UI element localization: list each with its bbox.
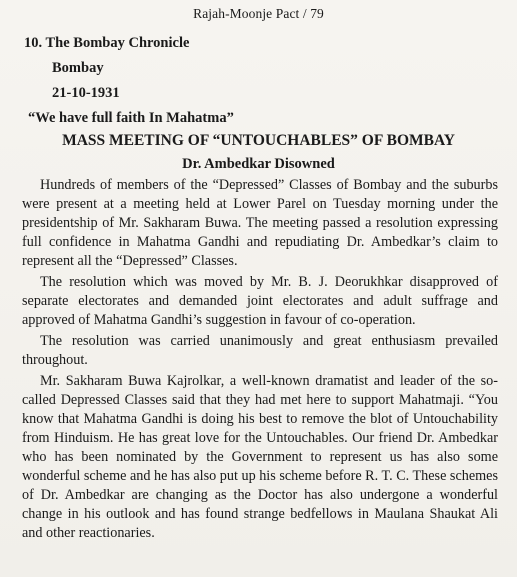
paragraph-2: The resolution which was moved by Mr. B. J. Deorukhkar disapproved of separate electorates and demanded joint electorates and adult suffrage and approved of Mahatma Gandhi’s suggestion in favour of co-operation. xyxy=(22,274,498,328)
entry-title: 10. The Bombay Chronicle xyxy=(24,35,190,51)
quote-heading: “We have full faith In Mahatma” xyxy=(28,110,234,126)
subheadline: Dr. Ambedkar Disowned xyxy=(182,156,335,172)
running-head: Rajah-Moonje Pact / 79 xyxy=(193,6,324,21)
paragraph-3: The resolution was carried unanimously and great enthusiasm prevailed throughout. xyxy=(22,333,498,368)
paragraph-1: Hundreds of members of the “Depressed” Classes of Bombay and the suburbs were present at a meeting held at Lower Parel on Tuesday morning under the presidentship of Mr. Sakharam Buwa. The meeting passed a resolution expressing full confidence in Mahatma Gandhi and repudiating Dr. Ambedkar’s claim to represent all the “Depressed” Classes. xyxy=(22,177,498,269)
entry-date: 21-10-1931 xyxy=(52,85,120,101)
headline: MASS MEETING OF “UNTOUCHABLES” OF BOMBAY xyxy=(62,132,455,149)
entry-place: Bombay xyxy=(52,60,104,76)
paragraph-4: Mr. Sakharam Buwa Kajrolkar, a well-known dramatist and leader of the so-called Depressed Classes said that they had met here to support Mahatmaji. “You know that Mahatma Gandhi is doing his best to remove the blot of Untouchability from Hinduism. He has great love for the Untouchables. Our friend Dr. Ambedkar who has been nominated by the Government to represent us has also some wonderful scheme and he has also put up his scheme before R. T. C. These schemes of Dr. Ambedkar are changing as the Doctor has also undergone a wonderful change in his outlook and has found strange bedfellows in Maulana Shaukat Ali and other reactionaries. xyxy=(22,373,498,541)
article-body xyxy=(22,176,498,547)
